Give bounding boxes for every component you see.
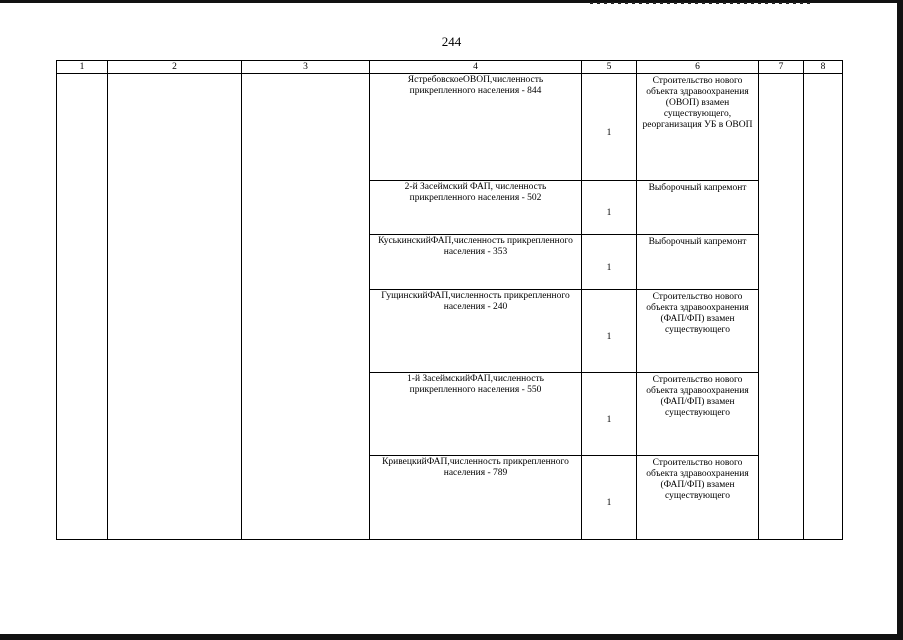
- column-header: 6: [637, 61, 759, 74]
- cell-col8-empty: [804, 74, 843, 540]
- table-header-row: [57, 61, 843, 74]
- action-cell: Строительство нового объекта здравоохранения (ФАП/ФП) взамен существующего: [637, 456, 759, 540]
- action-cell: Выборочный капремонт: [637, 181, 759, 235]
- count-value: 1: [606, 208, 612, 218]
- count-value: 1: [606, 414, 612, 425]
- table-row: [57, 74, 843, 181]
- scan-edge-bottom: [0, 634, 903, 640]
- action-cell: Строительство нового объекта здравоохранения (ОВОП) взамен существующего, реорганизация УБ в ОВОП: [637, 74, 759, 181]
- cell-col2-empty: [108, 74, 242, 540]
- count-cell: [582, 235, 637, 290]
- facility-cell: 2-й Засеймский ФАП, численность прикрепленного населения - 502: [370, 181, 582, 235]
- page-number: 244: [441, 34, 462, 49]
- column-header: 7: [759, 61, 804, 74]
- count-cell: [582, 181, 637, 235]
- column-header: 5: [582, 61, 637, 74]
- facility-cell: КуськинскийФАП,численность прикрепленного населения - 353: [370, 235, 582, 290]
- action-cell: Строительство нового объекта здравоохранения (ФАП/ФП) взамен существующего: [637, 290, 759, 373]
- count-value: 1: [606, 331, 612, 342]
- scan-edge-right: [897, 0, 903, 640]
- count-cell: [582, 373, 637, 456]
- column-header: 3: [242, 61, 370, 74]
- count-cell: [582, 456, 637, 540]
- column-header: 4: [370, 61, 582, 74]
- facility-cell: ЯстребовскоеОВОП,численность прикрепленного населения - 844: [370, 74, 582, 181]
- cell-col1-empty: [57, 74, 108, 540]
- facility-cell: ГущинскийФАП,численность прикрепленного населения - 240: [370, 290, 582, 373]
- column-header: 8: [804, 61, 843, 74]
- count-value: 1: [606, 127, 612, 138]
- data-table: [56, 60, 843, 540]
- count-value: 1: [606, 498, 612, 508]
- column-header: 2: [108, 61, 242, 74]
- action-cell: Выборочный капремонт: [637, 235, 759, 290]
- cell-col3-empty: [242, 74, 370, 540]
- count-value: 1: [606, 262, 612, 273]
- count-cell: [582, 290, 637, 373]
- count-cell: [582, 74, 637, 181]
- column-header: 1: [57, 61, 108, 74]
- cell-col7-empty: [759, 74, 804, 540]
- facility-cell: 1-й ЗасеймскийФАП,численность прикрепленного населения - 550: [370, 373, 582, 456]
- scan-noise: [590, 2, 810, 4]
- facility-cell: КривецкийФАП,численность прикрепленного населения - 789: [370, 456, 582, 540]
- action-cell: Строительство нового объекта здравоохранения (ФАП/ФП) взамен существующего: [637, 373, 759, 456]
